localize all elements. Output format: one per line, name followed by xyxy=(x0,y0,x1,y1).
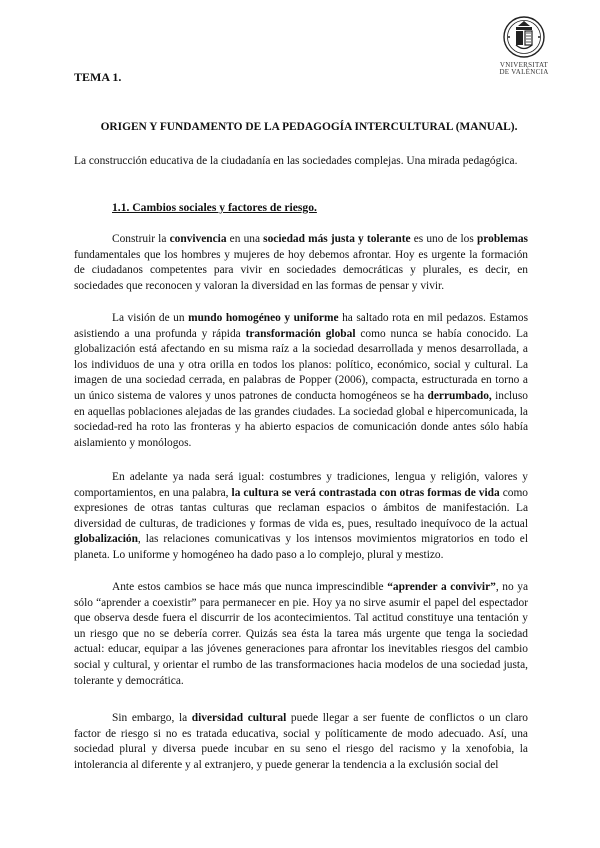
logo-text-line-1: VNIVERSITAT xyxy=(499,61,549,69)
tema-label: TEMA 1. xyxy=(74,70,122,84)
section-heading: 1.1. Cambios sociales y factores de riesgo. xyxy=(112,201,317,214)
logo-text-line-2: DE VALÈNCIA xyxy=(499,68,549,76)
paragraph-2: La visión de un mundo homogéneo y uniforme ha saltado rota en mil pedazos. Estamos asistiendo a una profunda y rápida transformación global como nunca se había conocido. La globalización está afectando en su misma raíz a la sociedad desarrollada y menos desarrollada, a los individuos de una y otra orilla en todos los planos: político, económico, social y cultural. La imagen de una sociedad cerrada, en palabras de Popper (2006), compacta, estructurada en torno a un único sistema de valores y unos patrones de conducta homogéneos se ha derrumbado, incluso en aquellas poblaciones alejadas de las grandes ciudades. La sociedad global e hipercomunicada, la sociedad-red ha roto las fronteras y ha abierto espacios de comunicación donde antes sólo había aislamiento y monólogos. xyxy=(74,312,529,449)
university-seal-icon xyxy=(502,12,546,62)
university-logo xyxy=(498,12,550,80)
document-title: ORIGEN Y FUNDAMENTO DE LA PEDAGOGÍA INTERCULTURAL (MANUAL). xyxy=(100,121,518,133)
paragraph-3: En adelante ya nada será igual: costumbres y tradiciones, lengua y religión, valores y comportamientos, en una palabra, la cultura se verá contrastada con otras formas de vida como expresiones de otras tantas culturas que reclaman espacios o ámbitos de manifestación. La diversidad de culturas, de tradiciones y formas de vida es, pues, resultado inequívoco de la actual globalización, las relaciones comunicativas y los intensos movimientos migratorios en todo el planeta. Lo uniforme y homogéneo ha dado paso a lo complejo, plural y mestizo. xyxy=(74,471,529,561)
paragraph-5: Sin embargo, la diversidad cultural puede llegar a ser fuente de conflictos o un claro factor de riesgo si no es tratada educativa, social y políticamente de modo adecuado. Así, una sociedad plural y diversa puede incubar en su seno el riesgo del racismo y la xenofobia, la intolerancia al diferente y al extranjero, y puede generar la tendencia a la exclusión social del xyxy=(74,712,529,771)
paragraph-4: Ante estos cambios se hace más que nunca imprescindible “aprender a convivir”, no ya sólo “aprender a coexistir” para permanecer en pie. Hoy ya no sirve asumir el papel del espectador que observa desde fuera el discurrir de los acontecimientos. Tal actitud constituye una tentación y un riesgo que no se debería correr. Quizás sea ésta la tarea más urgente que tenga la sociedad actual: educar, equipar a las jóvenes generaciones para afrontar los inevitables riesgos del cambio social y cultural, y orientar el rumbo de las transformaciones hacia modelos de una sociedad justa, tolerante y democrática. xyxy=(74,581,529,687)
paragraph-1: Construir la convivencia en una sociedad más justa y tolerante es uno de los problemas fundamentales que los hombres y mujeres de hoy debemos afrontar. Hoy es urgente la formación de ciudadanos competentes para vivir en sociedades democráticas y plurales, es decir, en sociedades que reconocen y valoran la diversidad en las formas de pensar y vivir. xyxy=(74,233,528,292)
intro-paragraph: La construcción educativa de la ciudadanía en las sociedades complejas. Una mirada pedagógica. xyxy=(74,155,518,167)
